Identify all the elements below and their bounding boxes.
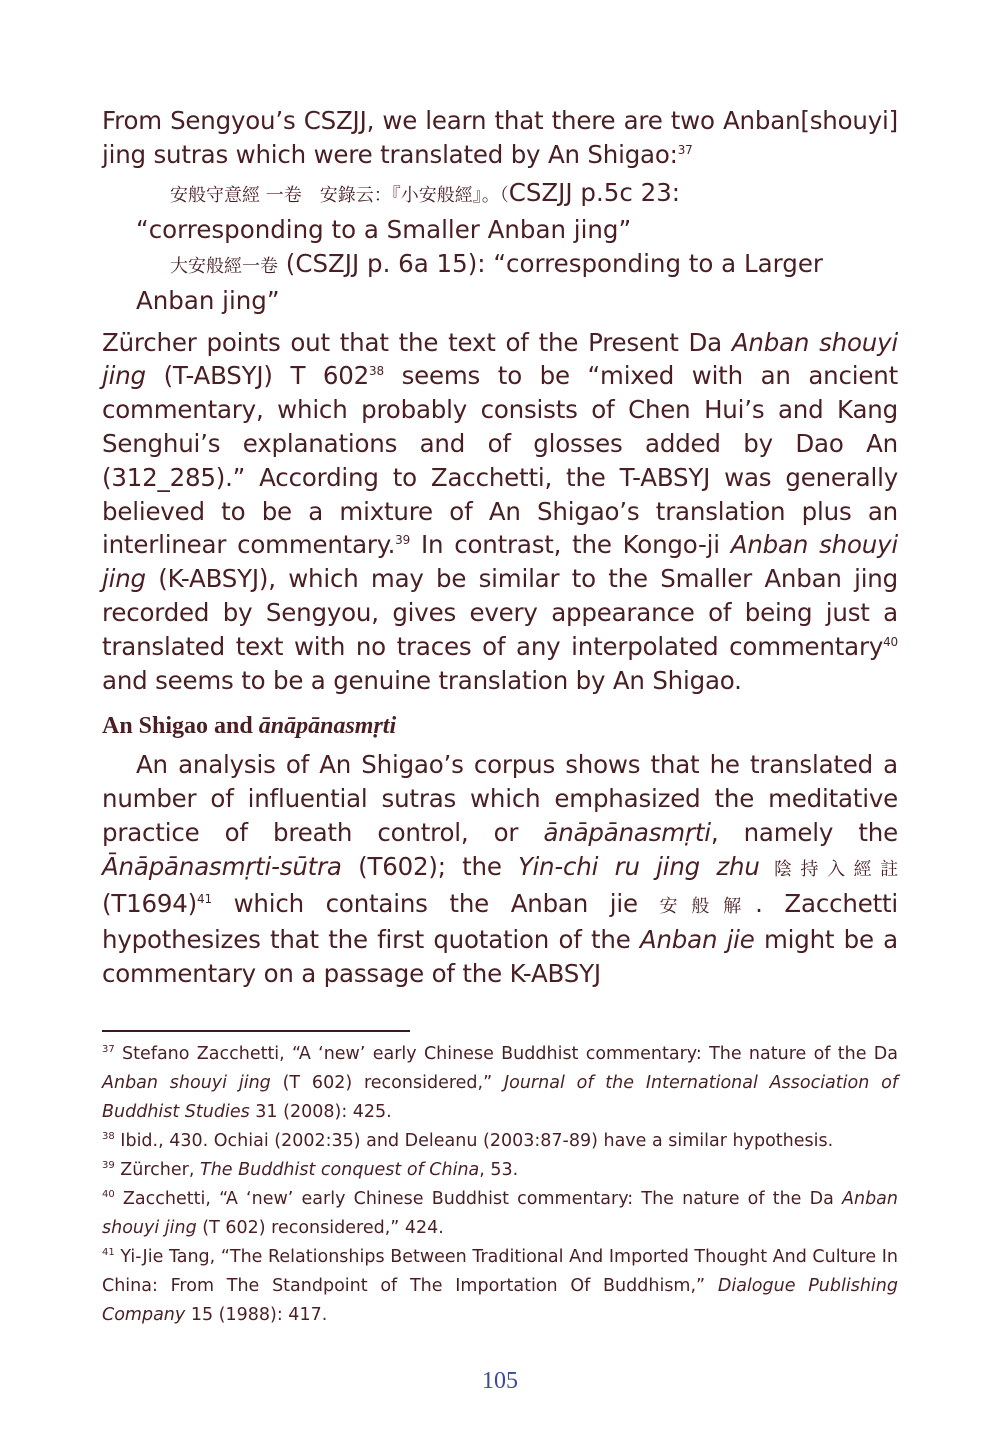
footnote-41: $^{41}$ Yi-Jie Tang, “The Relationships Between Traditional And Imported Thought And Culture In China: From The Standpoint of The Importation Of Buddhism,” Dialogue Publishing Company 15 (1988): 417.	[102, 1247, 898, 1325]
footnote-ref-37[interactable]: 37	[677, 142, 693, 157]
footnote-37: $^{37}$ Stefano Zacchetti, “A ‘new’ early Chinese Buddhist commentary: The nature of the Da Anban shouyi jing (T 602) reconsidered,” Journal of the International Association of Buddhist Studies 31 (2008): 425.	[102, 1044, 898, 1122]
quote-line-2: “corresponding to a Smaller Anban jing”	[136, 214, 632, 244]
footnote-ref-38[interactable]: 38	[369, 364, 384, 379]
footnote-38: $^{38}$ Ibid., 430. Ochiai (2002:35) and Deleanu (2003:87-89) have a similar hypothesis.	[102, 1131, 834, 1151]
cjk-text: 大安般經一卷	[170, 255, 278, 277]
footnote-divider	[102, 1030, 410, 1032]
footnote-39: $^{39}$ Zürcher, The Buddhist conquest of China, 53.	[102, 1160, 519, 1180]
cjk-text: 安般解	[659, 895, 756, 917]
paragraph-3: An analysis of An Shigao’s corpus shows that he translated a number of influential sutras which emphasized the meditative practice of breath control, or ānāpānasmṛti, namely the Ānāpānasmṛti-sūtra (T602); the Yin-chi ru jing zhu 陰持入經註 $(T1694)^{41}$ which contains the Anban jie 安般解. Zacchetti hypothesizes that the first quotation of the Anban jie might be a commentary on a passage of the K-ABSYJ	[102, 750, 899, 989]
cjk-text: 陰持入經註	[759, 858, 899, 880]
footnote-ref-39[interactable]: 39	[395, 533, 411, 548]
footnote-ref-40[interactable]: 40	[883, 634, 898, 649]
cjk-text: 安般守意經 一卷 安錄云：『小安般經』。（	[170, 184, 509, 206]
page-number: 105	[482, 1368, 518, 1394]
footnote-40: $^{40}$ Zacchetti, “A ‘new’ early Chinese Buddhist commentary: The nature of the Da Anban shouyi jing (T 602) reconsidered,” 424.	[102, 1189, 898, 1238]
footnote-ref-41[interactable]: 41	[197, 891, 212, 906]
quote-line-3: 大安般經一卷 (CSZJJ p. 6a 15): “corresponding to a Larger	[170, 248, 823, 278]
quote-block	[102, 176, 898, 318]
paragraph-1: From Sengyou’s CSZJJ, we learn that there are two Anban[shouyi] jing sutras which were translated by An Shigao:$^{37}$	[102, 106, 898, 169]
quote-line-1: 安般守意經 一卷 安錄云：『小安般經』。（CSZJJ p.5c 23:	[170, 177, 681, 207]
page-body	[102, 104, 898, 991]
section-heading: An Shigao and ānāpānasmṛti	[102, 713, 397, 740]
quote-line-4: Anban jing”	[136, 285, 280, 315]
paragraph-2: Zürcher points out that the text of the Present Da Anban shouyi jing (T-ABSYJ) T $602^{38}$ seems to be “mixed with an ancient commentary, which probably consists of Chen Hui’s and Kang Senghui’s explanations and of glosses added by Dao An (312_285).” According to Zacchetti, the T-ABSYJ was generally believed to be a mixture of An Shigao’s translation plus an interlinear commentary.$^{39}$ In contrast, the Kongo-ji Anban shouyi jing (K-ABSYJ), which may be similar to the Smaller Anban jing recorded by Sengyou, gives every appearance of being just a translated text with no traces of any interpolated commentary$^{40}$ and seems to be a genuine translation by An Shigao.	[102, 327, 898, 695]
footnotes	[102, 1040, 898, 1330]
